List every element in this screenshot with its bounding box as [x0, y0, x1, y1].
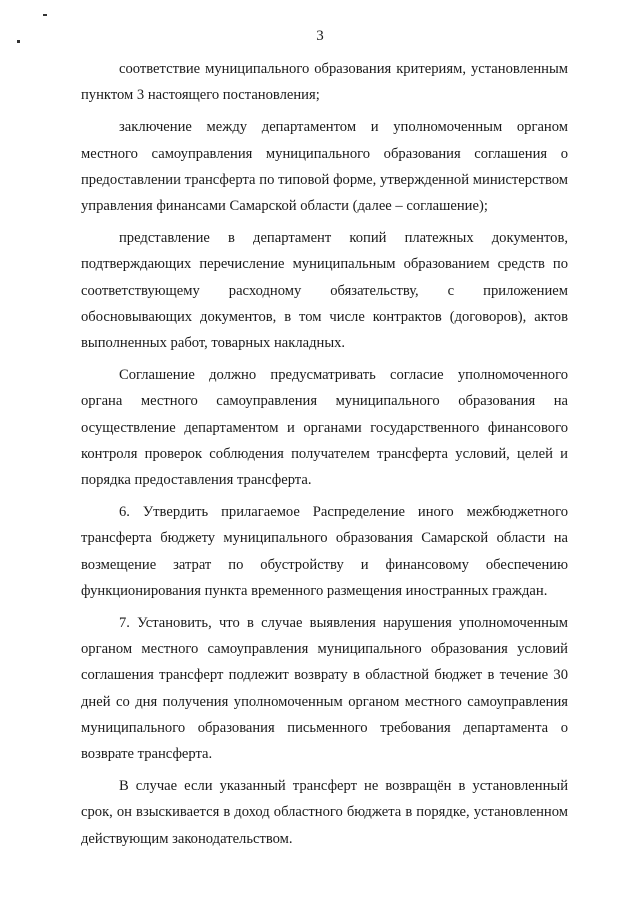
- document-body: [81, 56, 568, 852]
- paragraph: 7. Установить, что в случае выявления нарушения уполномоченным органом местного самоуправления муниципального образования условий соглашения трансферт подлежит возврату в областной бюджет в течение 30 дней со дня получения уполномоченным органом местного самоуправления муниципального образования письменного требования департамента о возврате трансферта.: [81, 615, 568, 763]
- paragraph: В случае если указанный трансферт не возвращён в установленный срок, он взыскивается в доход областного бюджета в порядке, установленном действующим законодательством.: [81, 778, 568, 847]
- paragraph: Соглашение должно предусматривать согласие уполномоченного органа местного самоуправления муниципального образования на осуществление департаментом и органами государственного финансового контроля проверок соблюдения получателем трансферта условий, целей и порядка предоставления трансферта.: [81, 367, 568, 489]
- paragraph: соответствие муниципального образования критериям, установленным пунктом 3 настоящего постановления;: [81, 61, 568, 104]
- paragraph: 6. Утвердить прилагаемое Распределение иного межбюджетного трансферта бюджету муниципального образования Самарской области на возмещение затрат по обустройству и финансовому обеспечению функционирования пункта временного размещения иностранных граждан.: [81, 504, 568, 599]
- scan-mark-top: [43, 14, 47, 16]
- paragraph: заключение между департаментом и уполномоченным органом местного самоуправления муниципального образования соглашения о предоставлении трансферта по типовой форме, утвержденной министерством управления финансами Самарской области (далее – соглашение);: [81, 119, 568, 215]
- paragraph: представление в департамент копий платежных документов, подтверждающих перечисление муниципальным образованием средств по соответствующему расходному обязательству, с приложением обосновывающих документов, в том числе контрактов (договоров), актов выполненных работ, товарных накладных.: [81, 230, 568, 352]
- page-number: 3: [316, 28, 324, 44]
